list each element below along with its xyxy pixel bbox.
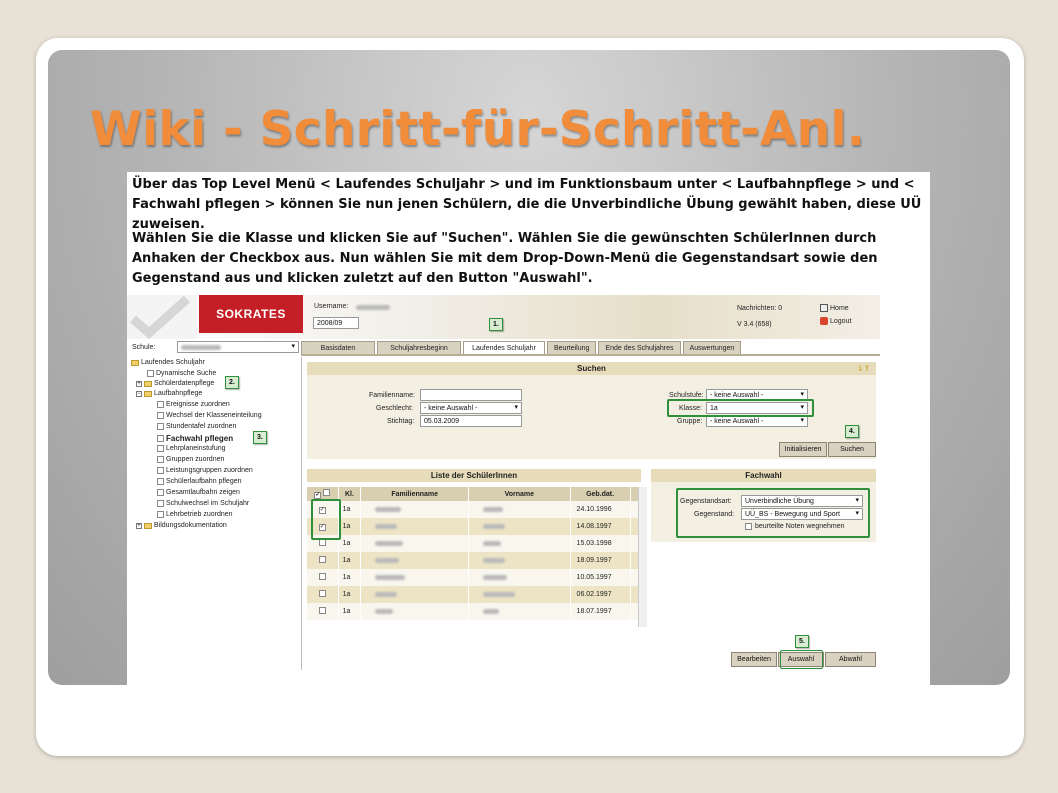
tree-sub-item[interactable] <box>157 489 240 496</box>
row-checkbox[interactable]: ✓ <box>319 506 325 513</box>
tree-sub-item[interactable] <box>157 511 233 518</box>
tree-sub-label: Gruppen zuordnen <box>166 456 225 463</box>
page-icon <box>157 423 164 430</box>
tree-sub-label: Gesamtlaufbahn zeigen <box>166 489 240 496</box>
col-kl[interactable]: Kl. <box>338 487 361 501</box>
gruppe-select[interactable]: - keine Auswahl - ▾ <box>706 415 808 427</box>
stichtag-label: Stichtag: <box>387 418 415 425</box>
page-icon <box>157 412 164 419</box>
tree-sub-item[interactable] <box>157 500 249 507</box>
suchen-button[interactable]: Suchen <box>828 442 876 457</box>
highlight-checkboxes <box>311 499 341 540</box>
tree-sub-label: Wechsel der Klasseneinteilung <box>166 412 262 419</box>
folder-open-icon <box>144 391 152 397</box>
tab-ende-des-schuljahres[interactable]: Ende des Schuljahres <box>598 341 680 355</box>
page-icon <box>157 478 164 485</box>
row-vorname <box>469 552 571 569</box>
tree-sub-item[interactable] <box>157 445 226 452</box>
tree-root-label: Laufendes Schuljahr <box>141 359 205 366</box>
tab-auswertungen[interactable]: Auswertungen <box>683 341 742 355</box>
row-kl: 1a <box>338 501 361 518</box>
fachwahl-title: Fachwahl <box>651 469 876 482</box>
tree-sub-item[interactable] <box>157 412 262 419</box>
table-row[interactable] <box>307 535 641 552</box>
noten-label: beurteilte Noten wegnehmen <box>755 523 845 530</box>
schulstufe-select[interactable]: - keine Auswahl - ▾ <box>706 389 808 401</box>
tree-item-bildungsdokumentation[interactable] <box>136 522 227 529</box>
row-kl: 1a <box>338 552 361 569</box>
student-list-title: Liste der SchülerInnen <box>307 469 641 482</box>
page-icon <box>157 435 164 442</box>
tree-sub-label: Fachwahl pflegen <box>166 434 234 443</box>
logout-label: Logout <box>830 317 852 325</box>
row-checkbox-cell[interactable] <box>307 586 338 603</box>
row-checkbox-cell[interactable] <box>307 603 338 620</box>
logout-icon <box>820 317 828 325</box>
page-icon <box>157 511 164 518</box>
step-callout-1: 1. <box>489 318 503 331</box>
row-gebdat: 15.03.1998 <box>570 535 630 552</box>
expand-icon: + <box>137 522 141 529</box>
initialisieren-button[interactable]: Initialisieren <box>779 442 827 457</box>
folder-icon <box>131 360 139 366</box>
page-icon <box>157 489 164 496</box>
student-table <box>307 487 641 620</box>
row-familienname <box>361 552 469 569</box>
row-checkbox[interactable] <box>319 607 326 614</box>
tree-sub-label: Stundentafel zuordnen <box>166 423 237 430</box>
row-checkbox[interactable] <box>319 556 326 563</box>
row-gebdat: 06.02.1997 <box>570 586 630 603</box>
instruction-paragraph-1: Über das Top Level Menü < Laufendes Schuljahr > und im Funktionsbaum unter < Laufbahnpflege > und < Fachwahl pflegen > können Sie nun jenen Schülern, die die Unverbindliche Übung gewählt haben, diese UÜ zuweisen. <box>132 177 922 232</box>
slide-title: Wiki - Schritt-für-Schritt-Anl. <box>90 102 866 157</box>
page-icon <box>157 445 164 452</box>
row-gebdat: 14.08.1997 <box>570 518 630 535</box>
gegenstand-label: Gegenstand: <box>694 511 735 518</box>
row-kl: 1a <box>338 535 361 552</box>
klasse-select[interactable]: 1a ▾ <box>706 402 808 414</box>
school-label: Schule: <box>132 344 156 351</box>
step-callout-3: 3. <box>253 431 267 444</box>
auswahl-button[interactable]: Auswahl <box>778 652 824 667</box>
highlight-fachwahl <box>676 488 870 538</box>
col-familienname[interactable]: Familienname <box>361 487 469 501</box>
table-row[interactable] <box>307 552 641 569</box>
instruction-paragraph-2: Wählen Sie die Klasse und klicken Sie auf "Suchen". Wählen Sie die gewünschten SchülerInnen durch Anhaken der Checkbox aus. Nun wählen Sie mit dem Drop-Down-Menü die Gegenstandsart sowie den Gegenstand aus und klicken zuletzt auf den Button "Auswahl". <box>132 231 878 286</box>
page-icon <box>147 370 154 377</box>
row-vorname <box>469 569 571 586</box>
tree-sub-label: Lehrplaneinstufung <box>166 445 226 452</box>
version-label: V 3.4 (658) <box>737 321 772 328</box>
row-checkbox-cell[interactable] <box>307 552 338 569</box>
tree-item-dynamische-suche[interactable] <box>147 370 216 377</box>
row-vorname <box>469 535 571 552</box>
klasse-label: Klasse: <box>679 405 702 412</box>
tree-item-label: Laufbahnpflege <box>154 390 203 397</box>
tree-item-label: Dynamische Suche <box>156 370 217 377</box>
row-gebdat: 24.10.1996 <box>570 501 630 518</box>
deselect-all-checkbox[interactable] <box>323 489 330 496</box>
folder-icon <box>144 381 152 387</box>
menu-underline <box>301 354 880 356</box>
step-callout-2: 2. <box>225 376 239 389</box>
row-vorname <box>469 586 571 603</box>
row-vorname <box>469 501 571 518</box>
tree-sub-label: Lehrbetrieb zuordnen <box>166 511 233 518</box>
row-checkbox[interactable] <box>319 573 326 580</box>
bearbeiten-button[interactable]: Bearbeiten <box>731 652 777 667</box>
row-kl: 1a <box>338 603 361 620</box>
highlight-auswahl <box>780 650 823 669</box>
tree-root[interactable] <box>131 359 205 366</box>
list-scrollbar[interactable] <box>638 487 647 627</box>
row-checkbox[interactable]: ✓ <box>319 523 325 530</box>
home-icon <box>820 304 828 312</box>
tree-sub-item[interactable] <box>157 401 230 408</box>
folder-icon <box>144 523 152 529</box>
familienname-label: Familienname: <box>369 392 415 399</box>
select-all-checkbox[interactable]: ✓ <box>315 492 321 498</box>
row-familienname <box>361 586 469 603</box>
familienname-input[interactable] <box>420 389 522 401</box>
page-icon <box>157 500 164 507</box>
row-checkbox[interactable] <box>319 539 326 546</box>
tree-sub-label: Schülerlaufbahn pflegen <box>166 478 242 485</box>
schulstufe-label: Schulstufe: <box>669 392 704 399</box>
tree-sub-item[interactable] <box>157 423 236 430</box>
row-gebdat: 18.09.1997 <box>570 552 630 569</box>
tab-schuljahresbeginn[interactable]: Schuljahresbeginn <box>377 341 461 355</box>
gruppe-label: Gruppe: <box>677 418 703 425</box>
tree-item-label: Bildungsdokumentation <box>154 522 227 529</box>
tree-sub-item[interactable] <box>157 456 224 463</box>
tree-sub-item[interactable] <box>157 478 242 485</box>
home-link[interactable] <box>820 304 849 312</box>
logout-link[interactable] <box>820 317 851 325</box>
tree-item-laufbahnpflege[interactable] <box>136 390 202 397</box>
gegenstandsart-label: Gegenstandsart: <box>680 498 732 505</box>
collapse-icon: − <box>137 390 141 397</box>
tree-sub-label: Ereignisse zuordnen <box>166 401 230 408</box>
tab-laufendes-schuljahr[interactable]: Laufendes Schuljahr <box>463 341 545 355</box>
col-gebdat[interactable]: Geb.dat. <box>570 487 630 501</box>
row-gebdat: 18.07.1997 <box>570 603 630 620</box>
username-label: Username: <box>314 303 349 310</box>
table-row[interactable] <box>307 603 641 620</box>
tree-sub-item[interactable] <box>157 467 253 474</box>
tree-item-label: Schülerdatenpflege <box>154 380 215 387</box>
screenshot-frame <box>127 172 930 685</box>
school-select[interactable] <box>177 341 299 353</box>
row-checkbox-cell[interactable] <box>307 569 338 586</box>
tree-sub-item-fachwahl-pflegen[interactable] <box>157 434 233 443</box>
tab-beurteilung[interactable]: Beurteilung <box>547 341 596 355</box>
table-row[interactable] <box>307 501 641 518</box>
stichtag-input[interactable]: 05.03.2009 <box>420 415 522 427</box>
row-familienname <box>361 603 469 620</box>
username-value <box>356 305 390 310</box>
row-kl: 1a <box>338 586 361 603</box>
row-kl: 1a <box>338 518 361 535</box>
function-tree <box>127 357 302 670</box>
highlight-klasse <box>667 399 814 417</box>
home-label: Home <box>830 304 849 312</box>
gegenstand-select[interactable]: UÜ_BS - Bewegung und Sport ▾ <box>741 508 863 520</box>
top-menu-tabs <box>301 341 741 355</box>
year-field[interactable]: 2008/09 <box>313 317 359 329</box>
table-row[interactable] <box>307 569 641 586</box>
row-kl: 1a <box>338 569 361 586</box>
row-gebdat: 10.05.1997 <box>570 569 630 586</box>
messages-count[interactable]: Nachrichten: 0 <box>737 305 783 312</box>
logo-checkmark-icon <box>127 295 197 339</box>
tab-basisdaten[interactable]: Basisdaten <box>301 341 375 355</box>
sokrates-logo: SOKRATES <box>199 295 303 333</box>
collapse-arrows-icon[interactable]: ⇓⇑ <box>857 364 871 373</box>
page-icon <box>157 401 164 408</box>
row-familienname <box>361 518 469 535</box>
geschlecht-select[interactable]: - keine Auswahl - ▾ <box>420 402 522 414</box>
page-icon <box>157 467 164 474</box>
step-callout-5: 5. <box>795 635 809 648</box>
search-panel-title: Suchen <box>307 362 876 375</box>
page-icon <box>157 456 164 463</box>
tree-sub-label: Leistungsgruppen zuordnen <box>166 467 253 474</box>
row-familienname <box>361 535 469 552</box>
table-row[interactable] <box>307 518 641 535</box>
tree-sub-label: Schulwechsel im Schuljahr <box>166 500 250 507</box>
gegenstandsart-select[interactable]: Unverbindliche Übung ▾ <box>741 495 863 507</box>
col-vorname[interactable]: Vorname <box>469 487 571 501</box>
step-callout-4: 4. <box>845 425 859 438</box>
row-vorname <box>469 518 571 535</box>
abwahl-button[interactable]: Abwahl <box>825 652 876 667</box>
row-familienname <box>361 501 469 518</box>
sokrates-app <box>127 295 930 685</box>
expand-icon: + <box>137 380 141 387</box>
row-vorname <box>469 603 571 620</box>
row-familienname <box>361 569 469 586</box>
tree-item-schuelerdatenpflege[interactable] <box>136 380 214 387</box>
geschlecht-label: Geschlecht: <box>376 405 413 412</box>
table-row[interactable] <box>307 586 641 603</box>
row-checkbox[interactable] <box>319 590 326 597</box>
